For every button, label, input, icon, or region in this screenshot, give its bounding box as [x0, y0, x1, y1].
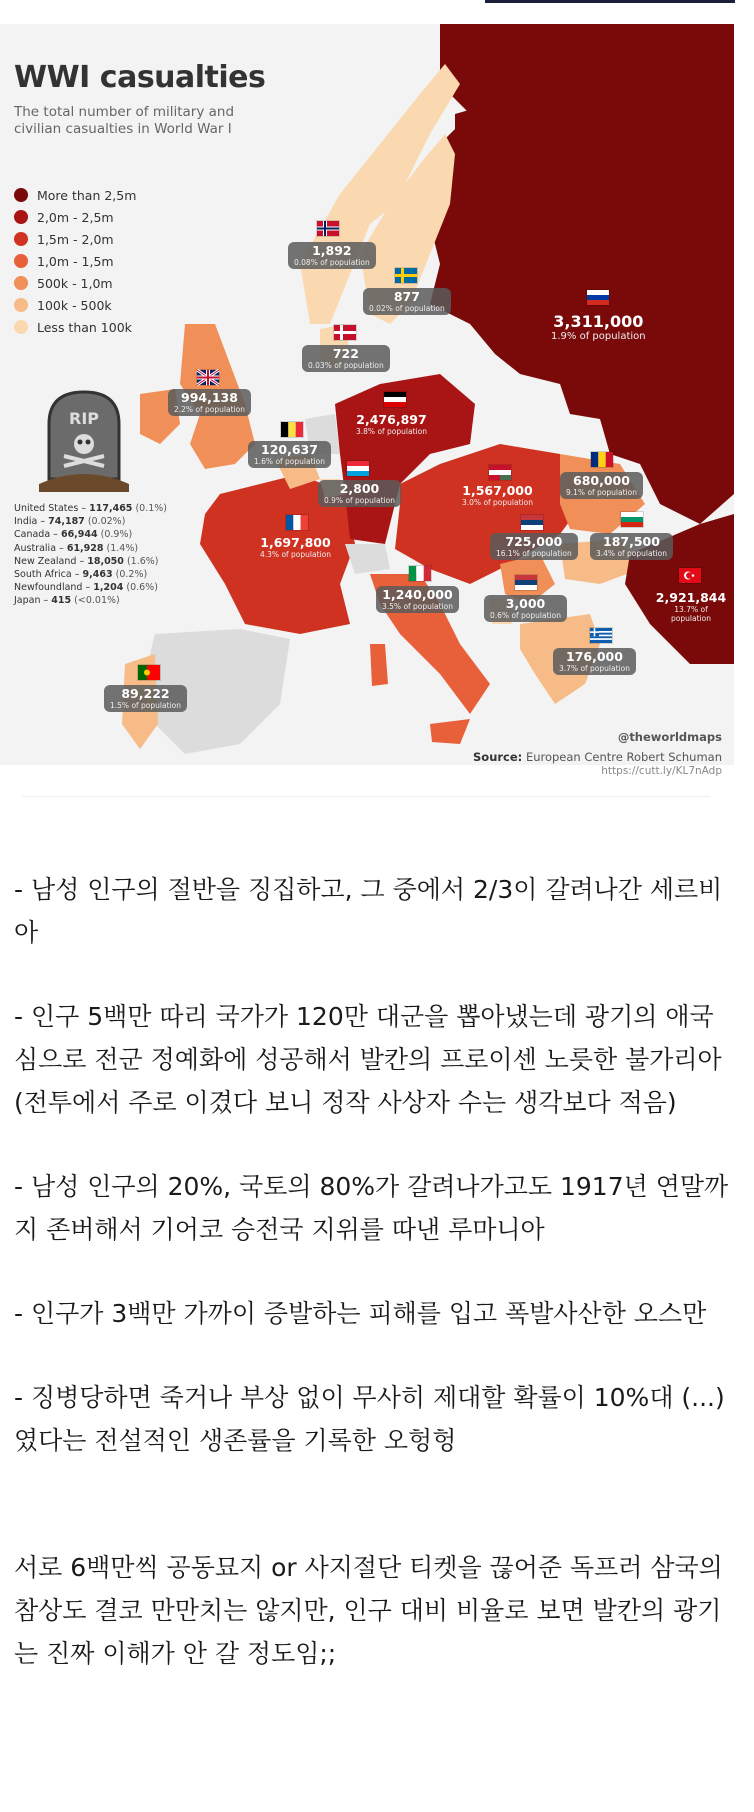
label-greece — [553, 648, 636, 675]
value: 2,476,897 — [356, 412, 427, 427]
source-label: Source: — [473, 750, 523, 764]
region-russia — [430, 24, 734, 524]
article-body — [14, 868, 730, 1675]
top-image-strip — [485, 0, 735, 3]
source-value: European Centre Robert Schuman — [525, 750, 722, 764]
divider — [22, 796, 710, 797]
value: 2,800 — [339, 481, 380, 496]
dominion-pct: (1.6%) — [126, 555, 159, 567]
percent: 3.5% of population — [382, 602, 453, 611]
label-serbia — [490, 533, 578, 560]
legend-swatch — [14, 188, 28, 202]
map-subtitle: The total number of military and civilian casualties in World War I — [14, 104, 235, 137]
dominion-row: Japan – 415 (<0.01%) — [14, 595, 120, 607]
dominion-name: New Zealand — [14, 555, 77, 567]
percent: 0.03% of population — [308, 361, 384, 370]
article-paragraph: - 남성 인구의 절반을 징집하고, 그 중에서 2/3이 갈려나간 세르비아 — [14, 875, 723, 947]
label-italy — [376, 586, 459, 613]
legend-label: 1,0m - 1,5m — [37, 253, 114, 269]
legend-item — [14, 228, 136, 250]
dominion-value: 117,465 — [89, 503, 133, 514]
value: 1,697,800 — [260, 535, 331, 550]
value: 1,892 — [312, 243, 352, 258]
dominion-pct: (0.6%) — [126, 582, 158, 594]
austria-hungary-flag-icon — [488, 464, 512, 481]
legend-item — [14, 206, 136, 228]
legend-swatch — [14, 232, 28, 246]
percent: 3.4% of population — [596, 549, 667, 558]
dominion-row: Australia – 61,928 (1.4%) — [14, 542, 139, 554]
label-bulgaria — [590, 533, 673, 560]
dominion-name: Australia — [14, 542, 57, 554]
legend-item — [14, 272, 136, 294]
percent: 1.6% of population — [254, 457, 325, 466]
greece-flag-icon — [589, 627, 613, 644]
dominion-pct: (0.2%) — [115, 569, 148, 581]
dominion-row: United States – 117,465 (0.1%) — [14, 503, 168, 514]
dominion-name: Newfoundland — [14, 582, 83, 594]
bulgaria-flag-icon — [620, 511, 644, 528]
value: 877 — [393, 289, 420, 304]
dominion-name: United States — [14, 503, 79, 514]
germany-flag-icon — [383, 391, 407, 408]
map-source — [473, 750, 722, 764]
label-romania — [560, 472, 643, 499]
legend-item — [14, 184, 136, 206]
dominion-row: Canada – 66,944 (0.9%) — [14, 529, 133, 541]
legend-label: 2,0m - 2,5m — [37, 209, 114, 225]
map-title: WWI casualties — [14, 60, 266, 95]
dominion-value: 74,187 — [48, 516, 85, 528]
value: 176,000 — [566, 649, 623, 664]
dominion-value: 415 — [51, 595, 72, 607]
dominion-pct: (0.1%) — [135, 503, 168, 514]
dominion-name: Canada — [14, 529, 51, 541]
article-paragraph: - 징병당하면 죽거나 부상 없이 무사히 제대할 확률이 10%대 (...) 였다는 전설적인 생존률을 기록한 오헝헝 — [14, 1383, 725, 1455]
denmark-flag-icon — [333, 324, 357, 341]
dominion-value: 18,050 — [87, 555, 124, 567]
value: 725,000 — [505, 534, 563, 549]
source-url: https://cutt.ly/KL7nAdp — [601, 765, 722, 777]
percent: 16.1% of population — [496, 549, 572, 558]
value: 1,240,000 — [382, 587, 453, 602]
dominion-name: India — [14, 516, 38, 528]
legend-label: 1,5m - 2,0m — [37, 231, 114, 247]
uk-flag-icon — [196, 369, 220, 386]
label-luxembourg — [318, 480, 401, 507]
percent: 9.1% of population — [566, 488, 637, 497]
article-paragraph: 서로 6백만씩 공동묘지 or 사지절단 티켓을 끊어준 독프러 삼국의 참상도 결코 만만치는 않지만, 인구 대비 비율로 보면 발칸의 광기는 진짜 이해가 안 갈 정도임;; — [14, 1553, 723, 1668]
ottoman-flag-icon — [678, 567, 702, 584]
dominion-pct: (<0.01%) — [74, 595, 120, 607]
dominion-value: 66,944 — [60, 529, 98, 541]
dominion-pct: (1.4%) — [106, 542, 139, 554]
label-france — [254, 534, 337, 561]
sweden-flag-icon — [394, 267, 418, 284]
percent: 1.9% of population — [551, 331, 646, 342]
luxembourg-flag-icon — [346, 460, 370, 477]
dominion-value: 1,204 — [93, 582, 124, 594]
percent: 3.8% of population — [356, 427, 427, 436]
dominion-pct: (0.9%) — [100, 529, 133, 541]
dominion-value: 9,463 — [82, 569, 113, 581]
percent: 3.7% of population — [559, 664, 630, 673]
dominion-name: Japan — [14, 595, 41, 607]
dominion-value: 61,928 — [66, 542, 104, 554]
value: 994,138 — [181, 390, 238, 405]
dominion-row: South Africa – 9,463 (0.2%) — [14, 569, 148, 581]
percent: 0.6% of population — [490, 611, 561, 620]
percent: 3.0% of population — [462, 498, 533, 507]
dominion-row: India – 74,187 (0.02%) — [14, 516, 126, 528]
legend-swatch — [14, 298, 28, 312]
value: 3,311,000 — [553, 312, 644, 331]
legend-item — [14, 250, 136, 272]
percent: 0.02% of population — [369, 304, 445, 313]
percent: 0.9% of population — [324, 496, 395, 505]
value: 2,921,844 — [655, 590, 727, 605]
article-paragraph: - 인구 5백만 따리 국가가 120만 대군을 뽑아냈는데 광기의 애국심으로 전군 정예화에 성공해서 발칸의 프로이센 노릇한 불가리아 (전투에서 주로 이겼다 보니 정작 사상자 수는 생각보다 적음) — [14, 1002, 722, 1117]
article-paragraph: - 인구가 3백만 가까이 증발하는 피해를 입고 폭발사산한 오스만 — [14, 1299, 707, 1328]
map-legend — [14, 184, 136, 338]
value: 120,637 — [261, 442, 318, 457]
dominion-casualties-list — [14, 502, 167, 608]
percent: 4.3% of population — [260, 550, 331, 559]
belgium-flag-icon — [280, 421, 304, 438]
dominion-pct: (0.02%) — [87, 516, 126, 528]
value: 3,000 — [505, 596, 546, 611]
italy-flag-icon — [408, 565, 432, 582]
map-credit: @theworldmaps — [617, 730, 722, 744]
legend-swatch — [14, 254, 28, 268]
portugal-flag-icon — [137, 664, 161, 681]
value: 187,500 — [603, 534, 660, 549]
rip-text: RIP — [69, 409, 99, 428]
serbia-flag-icon — [520, 514, 544, 531]
legend-label: Less than 100k — [37, 319, 132, 335]
percent: 13.7% of population — [671, 605, 711, 623]
label-sweden — [363, 288, 451, 315]
percent: 1.5% of population — [110, 701, 181, 710]
label-austria-hungary — [456, 482, 539, 509]
label-uk — [168, 389, 251, 416]
article-paragraph: - 남성 인구의 20%, 국토의 80%가 갈려나가고도 1917년 연말까지 존버해서 기어코 승전국 지위를 따낸 루마니아 — [14, 1172, 729, 1244]
label-germany — [350, 411, 433, 438]
montenegro-flag-icon — [514, 574, 538, 591]
value: 722 — [332, 346, 359, 361]
label-russia — [545, 310, 652, 345]
legend-item — [14, 316, 136, 338]
value: 680,000 — [573, 473, 630, 488]
dominion-name: South Africa — [14, 569, 72, 581]
region-switzerland — [345, 544, 390, 574]
legend-swatch — [14, 276, 28, 290]
dominion-row: Newfoundland – 1,204 (0.6%) — [14, 582, 158, 594]
label-norway — [288, 242, 376, 269]
france-flag-icon — [285, 514, 309, 531]
legend-swatch — [14, 320, 28, 334]
russia-flag-icon — [586, 289, 610, 306]
label-portugal — [104, 685, 187, 712]
casualty-map — [0, 24, 734, 777]
region-sicily — [430, 719, 470, 744]
label-belgium — [248, 441, 331, 468]
label-denmark — [302, 345, 390, 372]
legend-label: More than 2,5m — [37, 187, 137, 203]
dominion-row: New Zealand – 18,050 (1.6%) — [14, 555, 159, 567]
legend-label: 100k - 500k — [37, 297, 112, 313]
romania-flag-icon — [590, 451, 614, 468]
legend-swatch — [14, 210, 28, 224]
legend-item — [14, 294, 136, 316]
tombstone-icon — [34, 384, 134, 494]
legend-label: 500k - 1,0m — [37, 275, 113, 291]
percent: 2.2% of population — [174, 405, 245, 414]
value: 89,222 — [121, 686, 170, 701]
label-montenegro — [484, 595, 567, 622]
label-ottoman — [648, 589, 734, 625]
region-sardinia — [370, 644, 388, 686]
value: 1,567,000 — [462, 483, 533, 498]
percent: 0.08% of population — [294, 258, 370, 267]
norway-flag-icon — [316, 220, 340, 237]
